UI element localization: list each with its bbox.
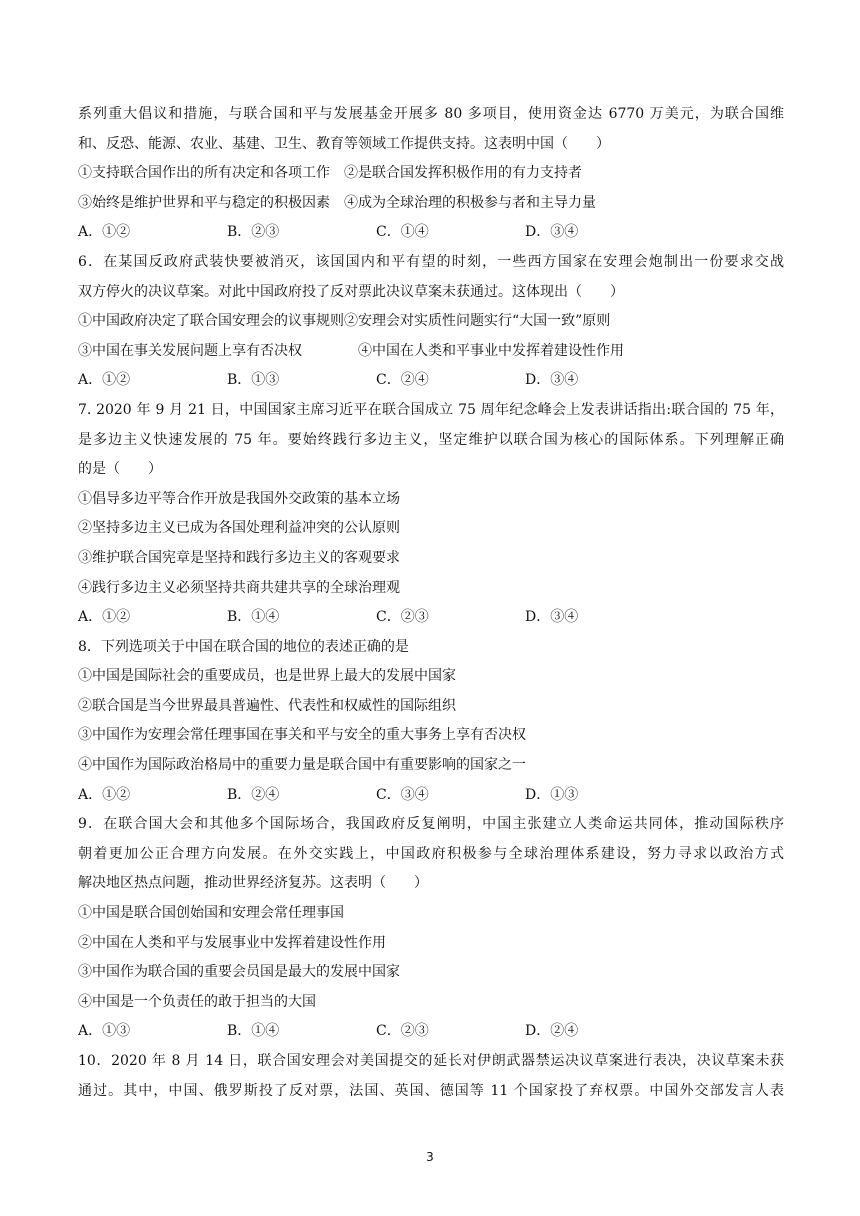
q7-statement: ②坚持多边主义已成为各国处理利益冲突的公认原则 [78, 520, 400, 537]
q9-statement: ③中国作为联合国的重要会员国是最大的发展中国家 [78, 964, 400, 981]
q8-statement: ②联合国是当今世界最具普遍性、代表性和权威性的国际组织 [78, 697, 456, 714]
q5-option-b: B．②③ [227, 224, 280, 241]
q6-option-d: D．③④ [525, 372, 579, 389]
q7-stem-line: 是多边主义快速发展的 75 年。要始终践行多边主义，坚定维护以联合国为核心的国际体系。下列理解正确 [78, 431, 784, 448]
page-number: 3 [426, 1150, 434, 1164]
q9-stem-line: 解决地区热点问题，推动世界经济复苏。这表明（ ） [78, 875, 428, 892]
q5-option-c: C．①④ [376, 224, 429, 241]
q8-option-d: D．①③ [525, 786, 579, 803]
question-10 [78, 1047, 784, 1106]
q5-option-d: D．③④ [525, 224, 579, 241]
q8-statement: ①中国是国际社会的重要成员，也是世界上最大的发展中国家 [78, 668, 456, 685]
q8-statement: ③中国作为安理会常任理事国在事关和平与安全的重大事务上享有否决权 [78, 727, 526, 744]
question-content [78, 100, 784, 1106]
q6-option-a: A．①② [78, 372, 131, 389]
q8-options [78, 781, 784, 811]
q5-stem-line: 系列重大倡议和措施，与联合国和平与发展基金开展多 80 多项目，使用资金达 6770 万美元，为联合国维 [78, 106, 784, 122]
q9-option-a: A．①③ [78, 1023, 131, 1040]
q9-statement: ④中国是一个负责任的敢于担当的大国 [78, 993, 316, 1010]
q6-stem-line: 双方停火的决议草案。对此中国政府投了反对票此决议草案未获通过。这体现出（ ） [78, 283, 624, 300]
q6-statement: ③中国在事关发展问题上享有否决权 ④中国在人类和平事业中发挥着建设性作用 [78, 342, 624, 359]
q8-stem-line: 8．下列选项关于中国在联合国的地位的表述正确的是 [78, 638, 409, 655]
q9-option-d: D．②④ [525, 1023, 579, 1040]
q6-option-c: C．②④ [376, 372, 429, 389]
q7-option-a: A．①② [78, 609, 131, 626]
q5-stem-line: 和、反恐、能源、农业、基建、卫生、教育等领域工作提供支持。这表明中国（ ） [78, 135, 610, 152]
q8-option-b: B．②④ [227, 786, 280, 803]
q6-stem-line: 6．在某国反政府武装快要被消灭，该国国内和平有望的时刻，一些西方国家在安理会炮制出一份要求交战 [78, 253, 784, 270]
q9-option-b: B．①④ [227, 1023, 280, 1040]
q7-option-d: D．③④ [525, 609, 579, 626]
q6-options [78, 366, 784, 396]
q7-option-c: C．②③ [376, 609, 429, 626]
q8-option-c: C．③④ [376, 786, 429, 803]
q5-option-a: A．①② [78, 224, 131, 241]
question-5 [78, 100, 784, 248]
q9-statement: ①中国是联合国创始国和安理会常任理事国 [78, 905, 344, 922]
q5-statement: ①支持联合国作出的所有决定和各项工作 ②是联合国发挥积极作用的有力支持者 [78, 165, 582, 182]
q8-statement: ④中国作为国际政治格局中的重要力量是联合国中有重要影响的国家之一 [78, 757, 526, 774]
q7-stem-line: 的是（ ） [78, 461, 162, 478]
q6-statement: ①中国政府决定了联合国安理会的议事规则②安理会对实质性问题实行“大国一致”原则 [78, 313, 611, 330]
q7-statement: ③维护联合国宪章是坚持和践行多边主义的客观要求 [78, 549, 400, 566]
q9-statement: ②中国在人类和平与发展事业中发挥着建设性作用 [78, 934, 386, 951]
q8-option-a: A．①② [78, 786, 131, 803]
q5-statement: ③始终是维护世界和平与稳定的积极因素 ④成为全球治理的积极参与者和主导力量 [78, 194, 596, 211]
q7-statement: ④践行多边主义必须坚持共商共建共享的全球治理观 [78, 579, 400, 596]
q10-stem-line: 通过。其中，中国、俄罗斯投了反对票，法国、英国、德国等 11 个国家投了弃权票。中国外交部发言人表 [78, 1082, 784, 1099]
q7-option-b: B．①④ [227, 609, 280, 626]
q6-option-b: B．①③ [227, 372, 280, 389]
q9-stem-line: 9．在联合国大会和其他多个国际场合，我国政府反复阐明，中国主张建立人类命运共同体，推动国际秩序 [78, 816, 784, 833]
q7-statement: ①倡导多边平等合作开放是我国外交政策的基本立场 [78, 490, 400, 507]
q7-stem-line: 7. 2020 年 9 月 21 日，中国国家主席习近平在联合国成立 75 周年纪念峰会上发表讲话指出:联合国的 75 年， [78, 401, 784, 418]
q10-stem-line: 10．2020 年 8 月 14 日，联合国安理会对美国提交的延长对伊朗武器禁运决议草案进行表决，决议草案未获 [78, 1053, 784, 1069]
q9-options [78, 1017, 784, 1047]
q5-options [78, 218, 784, 248]
question-6 [78, 248, 784, 396]
question-7 [78, 396, 784, 633]
question-9 [78, 810, 784, 1047]
q7-options [78, 603, 784, 633]
question-8 [78, 633, 784, 811]
q9-stem-line: 朝着更加公正合理方向发展。在外交实践上，中国政府积极参与全球治理体系建设，努力寻求以政治方式 [78, 845, 784, 862]
q9-option-c: C．②③ [376, 1023, 429, 1040]
